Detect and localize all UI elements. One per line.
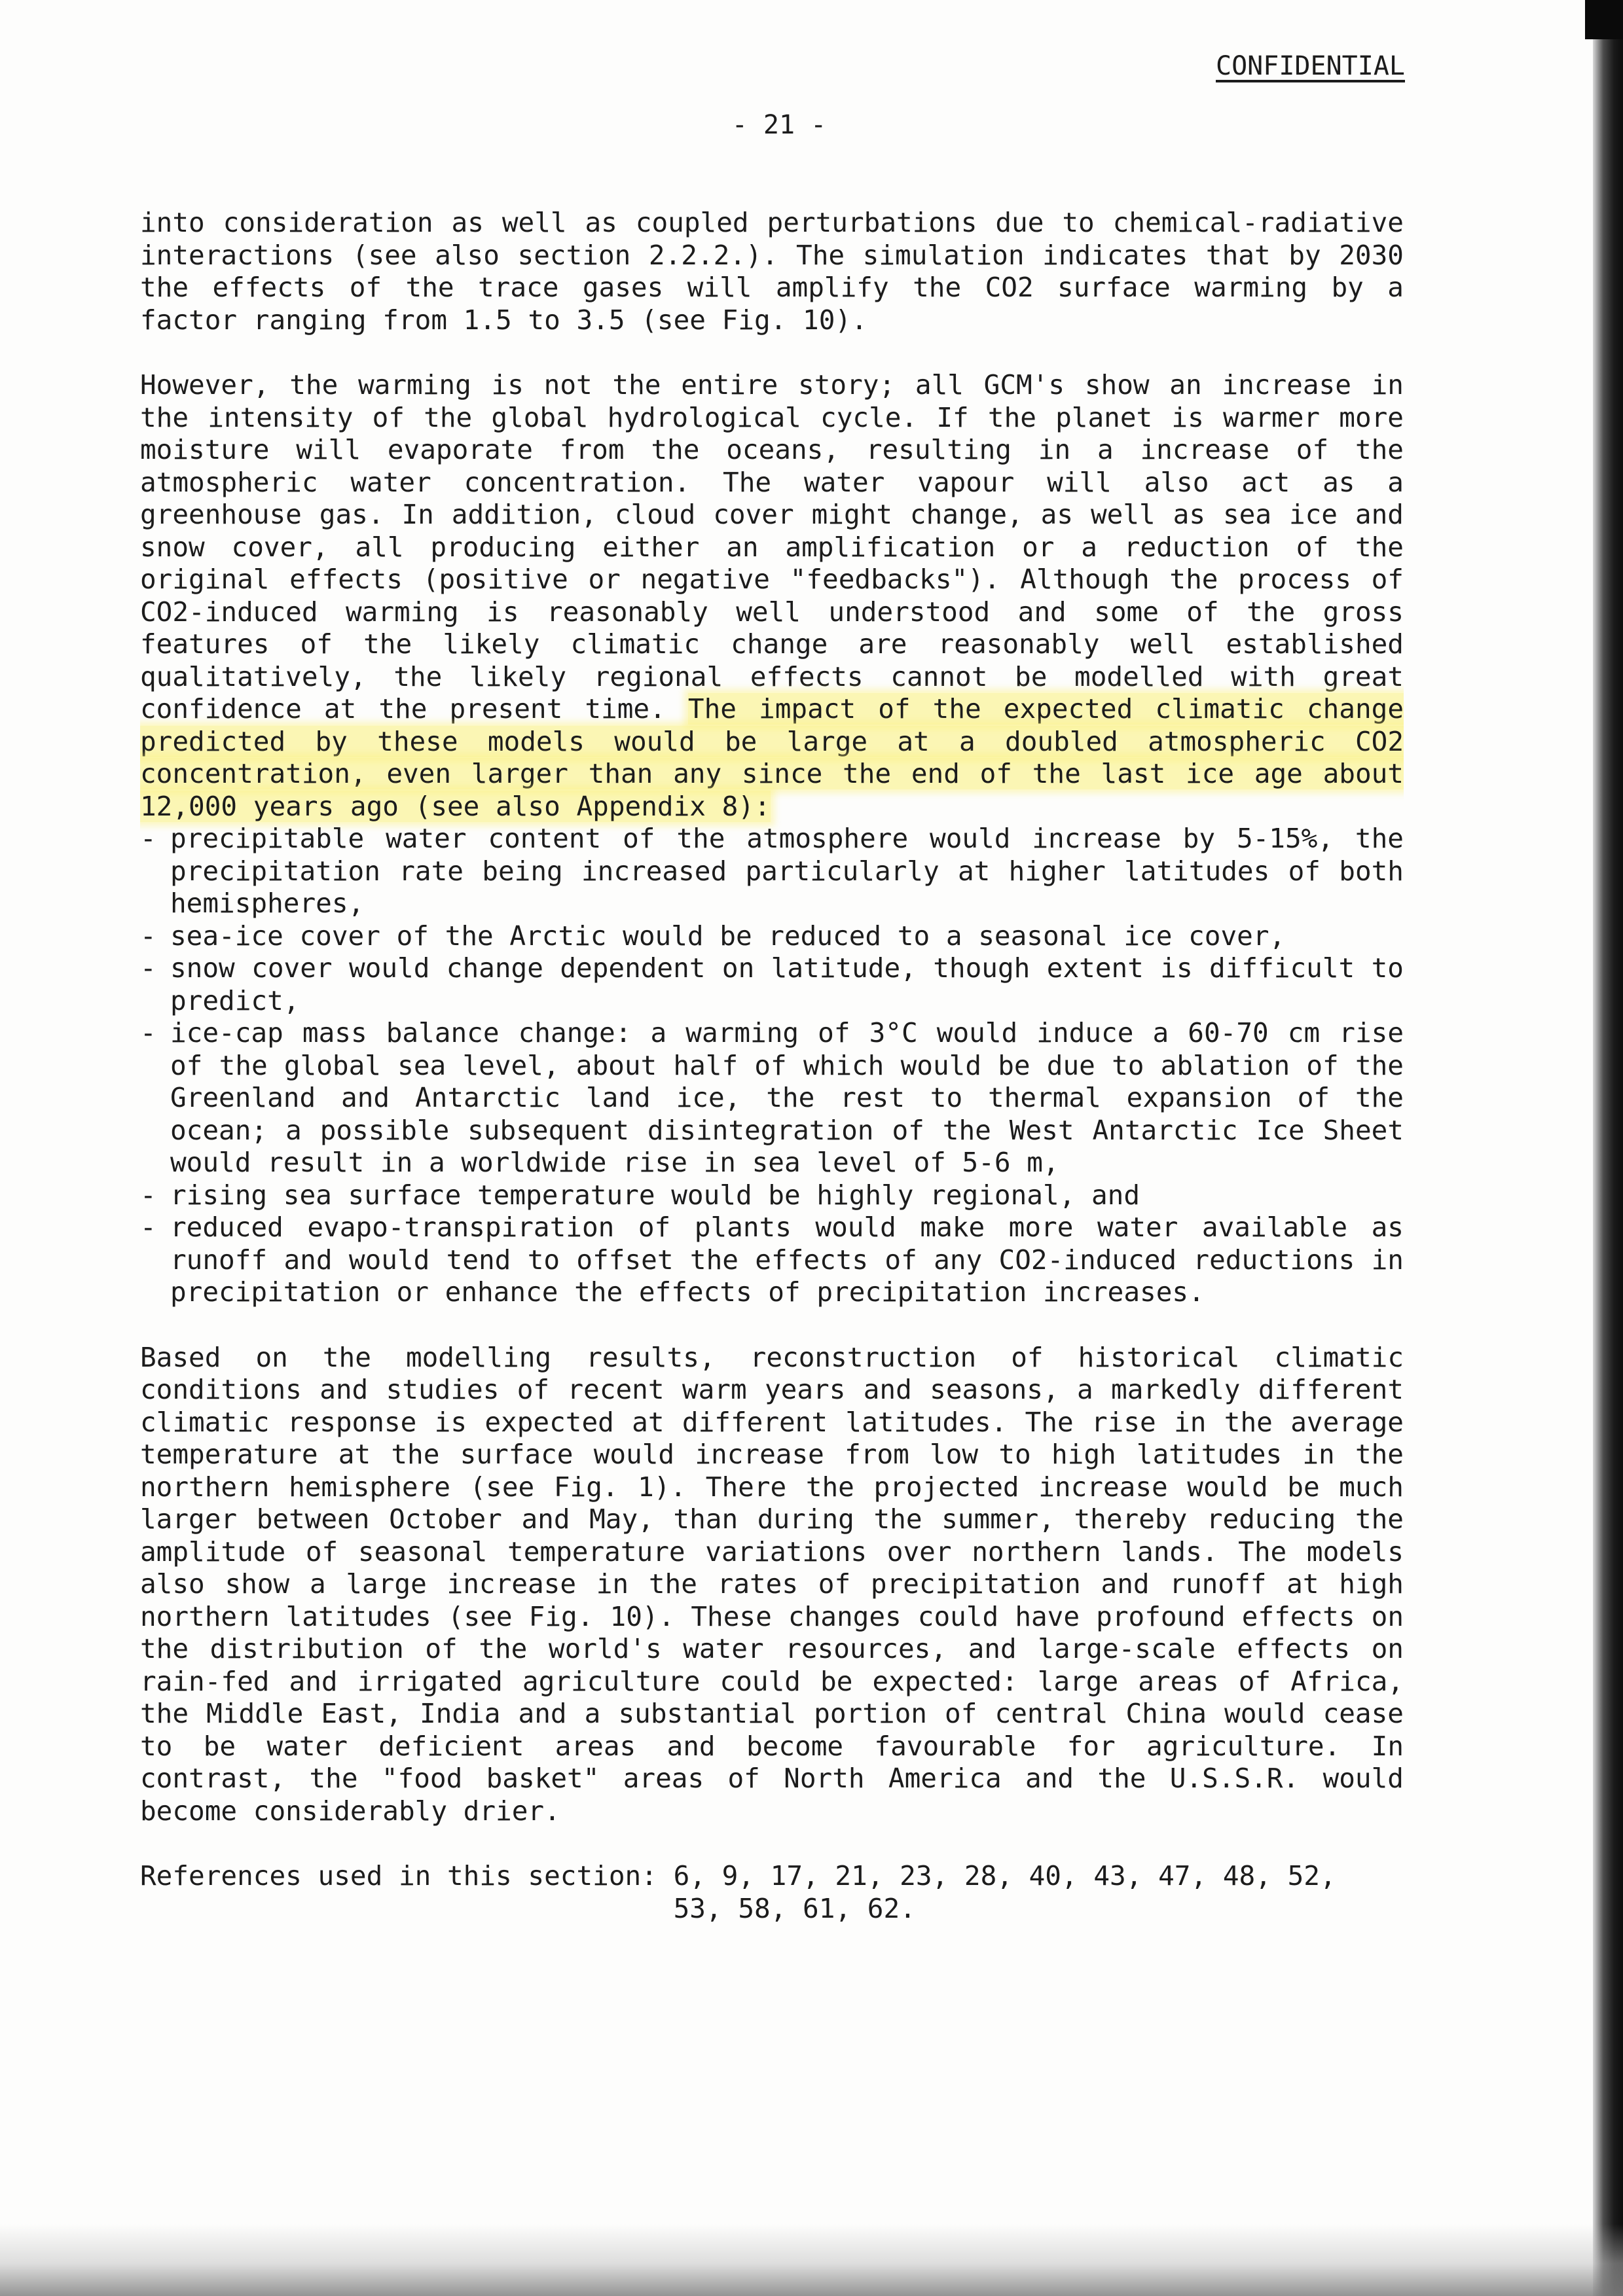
list-item-text: precipitable water content of the atmosphere would increase by 5-15%, the precipitation rate being increased particularly at higher latitudes of both hemispheres, <box>170 823 1404 919</box>
list-item <box>140 920 1404 953</box>
references-label: References used in this section: <box>140 1860 674 1892</box>
scan-corner-shadow <box>1585 0 1623 39</box>
classification-label: CONFIDENTIAL <box>1216 51 1405 81</box>
list-item-text: reduced evapo-transpiration of plants would make more water available as runoff and would tend to offset the effects of any CO2-induced reductions in precipitation or enhance the effects of precipitation increases. <box>170 1211 1404 1308</box>
bullet-dash: - <box>140 823 156 854</box>
references-list: 6, 9, 17, 21, 23, 28, 40, 43, 47, 48, 52, 53, 58, 61, 62. <box>673 1860 1336 1924</box>
list-item-text: ice-cap mass balance change: a warming of 3°C would induce a 60-70 cm rise of the global sea level, about half of which would be due to ablation of the Greenland and Antarctic land ice, the rest to thermal expansion of the ocean; a possible subsequent disintegration of the West Antarctic Ice Sheet would result in a worldwide rise in sea level of 5-6 m, <box>170 1017 1404 1178</box>
paragraph-plain-text: However, the warming is not the entire story; all GCM's show an increase in the intensity of the global hydrological cycle. If the planet is warmer more moisture will evaporate from the oceans, resulting in a increase of the atmospheric water concentration. The water vapour will also act as a greenhouse gas. In addition, cloud cover might change, as well as sea ice and snow cover, all producing either an amplification or a reduction of the original effects (positive or negative "feedbacks"). Although the process of CO2-induced warming is reasonably well understood and some of the gross features of the likely climatic change are reasonably well established qualitatively, the likely regional effects cannot be modelled with great confidence at the present time. <box>140 369 1404 725</box>
document-body <box>140 207 1404 1925</box>
paragraph-gap <box>140 1827 1404 1860</box>
page-number: - 21 - <box>731 110 827 140</box>
effects-list <box>140 823 1404 1309</box>
bullet-dash: - <box>140 1211 156 1243</box>
scan-edge-shadow <box>1593 0 1623 2296</box>
list-item-text: rising sea surface temperature would be highly regional, and <box>170 1179 1140 1211</box>
highlighted-passage: The impact of the expected climatic change predicted by these models would be large at a doubled atmospheric CO2 concentration, even larger than any since the end of the last ice age about 12,000 years ago (see also Appendix 8): <box>140 693 1404 822</box>
bullet-dash: - <box>140 920 156 952</box>
list-item <box>140 1179 1404 1212</box>
references-line <box>140 1860 1404 1925</box>
list-item-text: sea-ice cover of the Arctic would be reduced to a seasonal ice cover, <box>170 920 1286 952</box>
bullet-dash: - <box>140 1179 156 1211</box>
list-item <box>140 1211 1404 1309</box>
list-item <box>140 952 1404 1017</box>
paragraph-gap <box>140 1309 1404 1342</box>
list-item-text: snow cover would change dependent on latitude, though extent is difficult to predict, <box>170 952 1404 1016</box>
paragraph-continuation: into consideration as well as coupled perturbations due to chemical-radiative interactions (see also section 2.2.2.). The simulation indicates that by 2030 the effects of the trace gases will amplify the CO2 surface warming by a factor ranging from 1.5 to 3.5 (see Fig. 10). <box>140 207 1404 336</box>
bullet-dash: - <box>140 952 156 984</box>
bullet-dash: - <box>140 1017 156 1049</box>
paragraph-gap <box>140 336 1404 369</box>
list-item <box>140 823 1404 920</box>
scan-bottom-shadow <box>0 2224 1623 2296</box>
paragraph-latitudinal-response: Based on the modelling results, reconstruction of historical climatic conditions and studies of recent warm years and seasons, a markedly different climatic response is expected at different latitudes. The rise in the average temperature at the surface would increase from low to high latitudes in the northern hemisphere (see Fig. 1). There the projected increase would be much larger between October and May, than during the summer, thereby reducing the amplitude of seasonal temperature variations over northern lands. The models also show a large increase in the rates of precipitation and runoff at high northern latitudes (see Fig. 10). These changes could have profound effects on the distribution of the world's water resources, and large-scale effects on rain-fed and irrigated agriculture could be expected: large areas of Africa, the Middle East, India and a substantial portion of central China would cease to be water deficient areas and become favourable for agriculture. In contrast, the "food basket" areas of North America and the U.S.S.R. would become considerably drier. <box>140 1341 1404 1827</box>
list-item <box>140 1017 1404 1179</box>
paragraph-hydrological-cycle <box>140 369 1404 823</box>
